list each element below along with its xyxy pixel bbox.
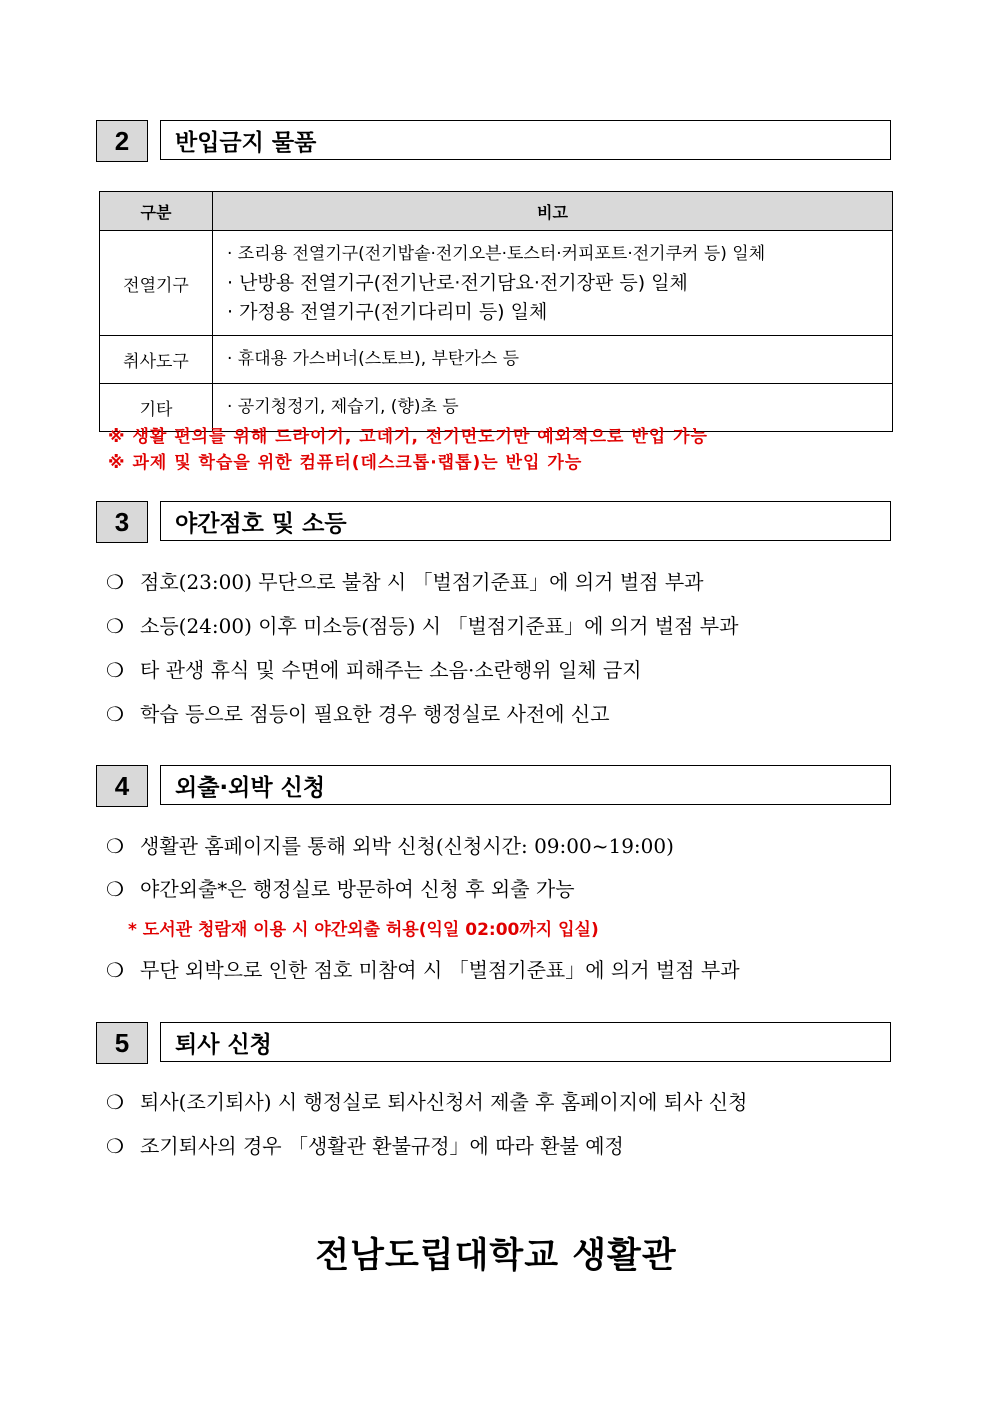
bullet-item: ❍ 무단 외박으로 인한 점호 미참여 시 「벌점기준표」에 의거 벌점 부과: [106, 958, 740, 982]
banned-items-table: [99, 191, 893, 432]
circle-bullet-icon: ❍: [106, 877, 124, 901]
row-items: [213, 231, 893, 336]
circle-bullet-icon: ❍: [106, 570, 124, 594]
bullet-item: ❍ 조기퇴사의 경우 「생활관 환불규정」에 따라 환불 예정: [106, 1134, 624, 1158]
circle-bullet-icon: ❍: [106, 1090, 124, 1114]
section-5-header: [96, 1022, 893, 1064]
bullet-item: ❍ 퇴사(조기퇴사) 시 행정실로 퇴사신청서 제출 후 홈페이지에 퇴사 신청: [106, 1090, 748, 1114]
table-row: [100, 336, 893, 384]
section-title: 야간점호 및 소등: [160, 501, 891, 541]
section-3-header: [96, 501, 893, 543]
exception-note: ※ 생활 편의를 위해 드라이기, 고데기, 전기면도기만 예외적으로 반입 가능: [108, 427, 708, 447]
bullet-item: ❍ 야간외출*은 행정실로 방문하여 신청 후 외출 가능: [106, 877, 575, 901]
table-row: [100, 231, 893, 336]
bullet-item: ❍ 타 관생 휴식 및 수면에 피해주는 소음·소란행위 일체 금지: [106, 658, 642, 682]
item-line: · 조리용 전열기구(전기밥솥·전기오븐·토스터·커피포트·전기쿠커 등) 일체: [227, 243, 766, 264]
item-line: · 난방용 전열기구(전기난로·전기담요·전기장판 등) 일체: [227, 271, 688, 294]
section-number: 2: [96, 120, 148, 162]
section-title: 반입금지 물품: [160, 120, 891, 160]
bullet-item: ❍ 학습 등으로 점등이 필요한 경우 행정실로 사전에 신고: [106, 702, 610, 726]
item-line: · 공기청정기, 제습기, (향)초 등: [227, 397, 459, 417]
circle-bullet-icon: ❍: [106, 614, 124, 638]
footer-institution: 전남도립대학교 생활관: [315, 1235, 677, 1276]
section-title: 퇴사 신청: [160, 1022, 891, 1062]
computer-note: ※ 과제 및 학습을 위한 컴퓨터(데스크톱·랩톱)는 반입 가능: [108, 453, 583, 473]
section-number: 3: [96, 501, 148, 543]
row-category: 기타: [100, 384, 213, 432]
table-header-category: 구분: [100, 192, 213, 231]
circle-bullet-icon: ❍: [106, 1134, 124, 1158]
circle-bullet-icon: ❍: [106, 658, 124, 682]
row-category: 전열기구: [100, 231, 213, 336]
circle-bullet-icon: ❍: [106, 958, 124, 982]
row-category: 취사도구: [100, 336, 213, 384]
section-4-header: [96, 765, 893, 807]
bullet-item: ❍ 점호(23:00) 무단으로 불참 시 「벌점기준표」에 의거 벌점 부과: [106, 570, 704, 594]
section-number: 5: [96, 1022, 148, 1064]
section-2-header: [96, 120, 893, 162]
circle-bullet-icon: ❍: [106, 702, 124, 726]
bullet-item: ❍ 소등(24:00) 이후 미소등(점등) 시 「벌점기준표」에 의거 벌점 부과: [106, 614, 739, 638]
night-out-note: * 도서관 청람재 이용 시 야간외출 허용(익일 02:00까지 입실): [128, 920, 599, 940]
table-header-remarks: 비고: [213, 192, 893, 231]
section-title: 외출·외박 신청: [160, 765, 891, 805]
bullet-item: ❍ 생활관 홈페이지를 통해 외박 신청(신청시간: 09:00~19:00): [106, 834, 674, 858]
section-number: 4: [96, 765, 148, 807]
item-line: · 휴대용 가스버너(스토브), 부탄가스 등: [227, 349, 520, 369]
row-items: [213, 336, 893, 384]
circle-bullet-icon: ❍: [106, 834, 124, 858]
item-line: · 가정용 전열기구(전기다리미 등) 일체: [227, 300, 548, 323]
